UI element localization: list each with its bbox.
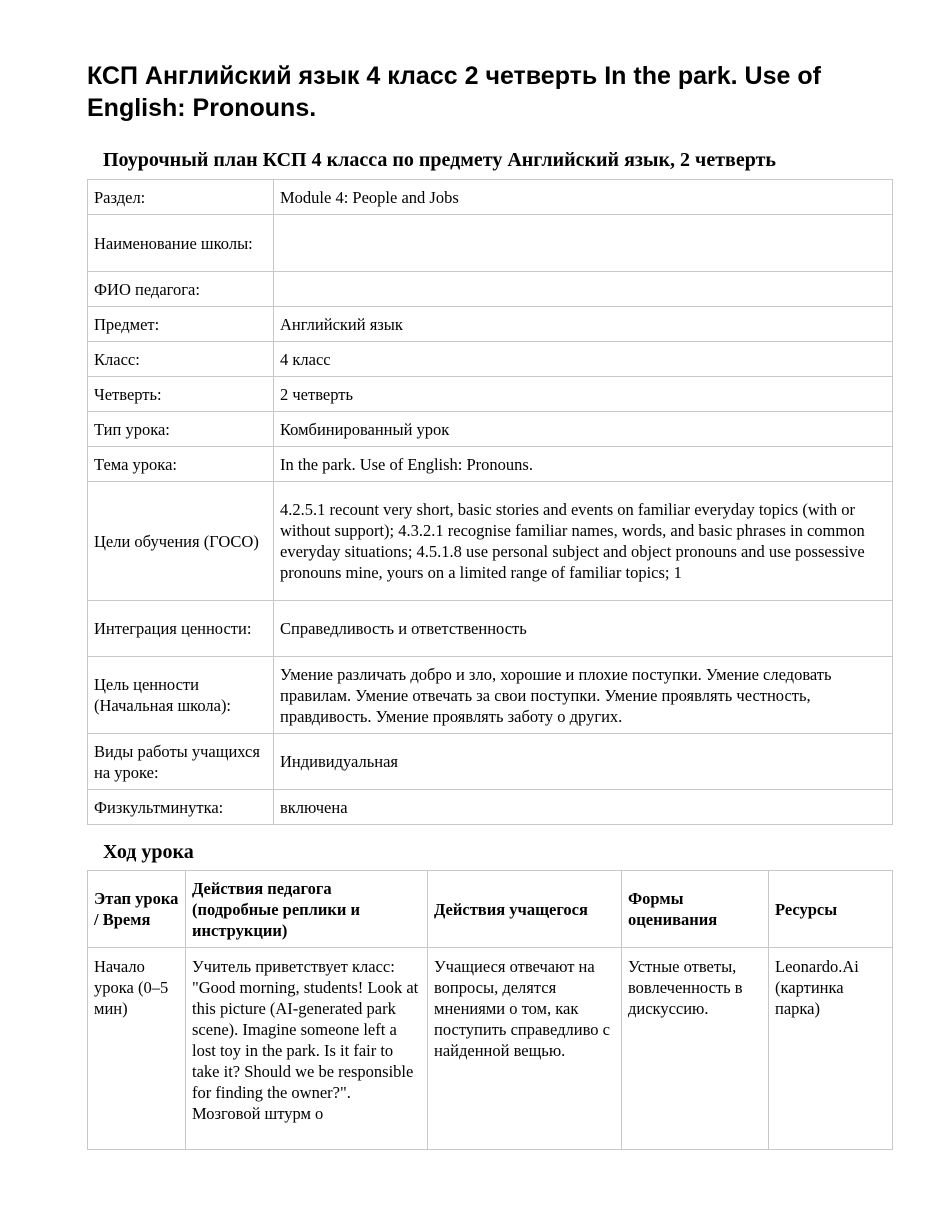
teacher-actions-cell: Учитель приветствует класс: "Good morning, students! Look at this picture (AI-generated park scene). Imagine someone left a lost toy in the park. Is it fair to take it? Should we be responsible for finding the owner?". Мозговой штурм о [186,948,428,1150]
info-value [274,215,893,272]
info-key: Цель ценности (Начальная школа): [88,657,274,734]
info-key: Четверть: [88,377,274,412]
info-value: Module 4: People and Jobs [274,180,893,215]
table-row [88,215,893,272]
info-key: Виды работы учащихся на уроке: [88,734,274,790]
info-key: Тип урока: [88,412,274,447]
info-value [274,272,893,307]
info-key: Цели обучения (ГОСО) [88,482,274,601]
info-key: Предмет: [88,307,274,342]
resources-cell: Leonardo.Ai (картинка парка) [769,948,893,1150]
column-header-resources: Ресурсы [769,871,893,948]
info-value: Индивидуальная [274,734,893,790]
info-value: Справедливость и ответственность [274,601,893,657]
table-row [88,790,893,825]
info-value: Комбинированный урок [274,412,893,447]
table-row [88,180,893,215]
info-value: Умение различать добро и зло, хорошие и плохие поступки. Умение следовать правилам. Умение отвечать за свои поступки. Умение проявлять честность, правдивость. Умение проявлять заботу о других. [274,657,893,734]
table-row [88,412,893,447]
info-key: Тема урока: [88,447,274,482]
info-key: Наименование школы: [88,215,274,272]
student-actions-cell: Учащиеся отвечают на вопросы, делятся мнениями о том, как поступить справедливо с найденной вещью. [428,948,622,1150]
column-header-stage: Этап урока / Время [88,871,186,948]
plan-heading: Поурочный план КСП 4 класса по предмету Английский язык, 2 четверть [103,149,776,171]
lesson-heading: Ход урока [103,841,194,863]
table-row [88,307,893,342]
table-row [88,447,893,482]
column-header-assessment: Формы оценивания [622,871,769,948]
table-row [88,482,893,601]
table-row [88,377,893,412]
info-value: 4 класс [274,342,893,377]
info-value: 4.2.5.1 recount very short, basic stories and events on familiar everyday topics (with or without support); 4.3.2.1 recognise familiar names, words, and basic phrases in common everyday situations; 4.5.1.8 use personal subject and object pronouns and use possessive pronouns mine, yours on a limited range of familiar topics; 1 [274,482,893,601]
lesson-flow-table [87,870,893,1150]
column-header-teacher: Действия педагога (подробные реплики и инструкции) [186,871,428,948]
info-key: Раздел: [88,180,274,215]
table-row [88,272,893,307]
info-key: Класс: [88,342,274,377]
document-title: КСП Английский язык 4 класс 2 четверть In the park. Use of English: Pronouns. [87,62,821,122]
info-key: ФИО педагога: [88,272,274,307]
info-value: In the park. Use of English: Pronouns. [274,447,893,482]
info-value: 2 четверть [274,377,893,412]
assessment-cell: Устные ответы, вовлеченность в дискуссию. [622,948,769,1150]
table-header-row [88,871,893,948]
table-row [88,342,893,377]
table-row [88,601,893,657]
stage-cell: Начало урока (0–5 мин) [88,948,186,1150]
info-key: Физкультминутка: [88,790,274,825]
table-row [88,948,893,1150]
info-value: включена [274,790,893,825]
column-header-student: Действия учащегося [428,871,622,948]
info-key: Интеграция ценности: [88,601,274,657]
lesson-info-table [87,179,893,825]
info-value: Английский язык [274,307,893,342]
table-row [88,657,893,734]
table-row [88,734,893,790]
